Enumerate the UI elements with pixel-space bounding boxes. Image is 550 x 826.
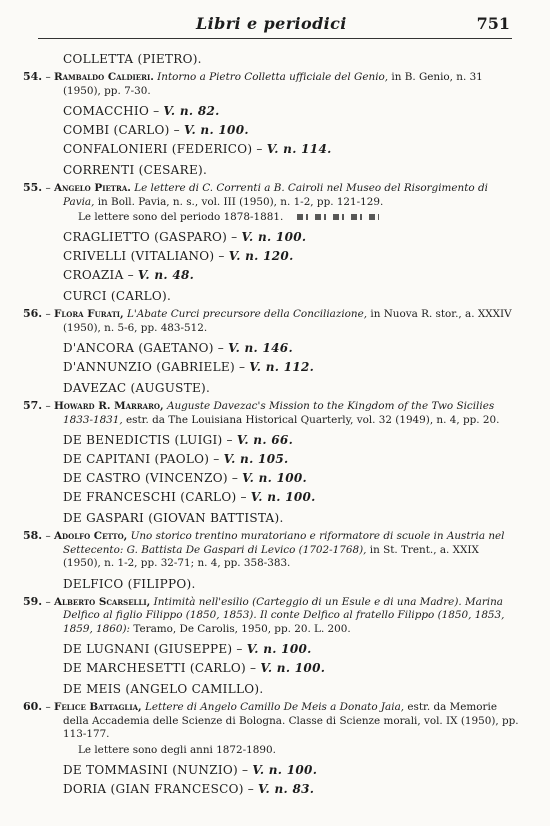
index-heading [0,162,550,178]
entry-author: Adolfo Cetto, [53,530,128,542]
entry-author: Felice Battaglia, [53,701,142,713]
cross-reference: V. n. 105. [223,452,289,466]
dash-separator: – [213,452,220,466]
cross-reference: V. n. 100. [250,490,316,504]
entry-publication: estr. da Memorie della Accademia delle Scienze di Bologna. Classe di Scienze morali, vol. IX (1950), pp. 113-177. [63,701,519,740]
entry-author: Angelo Pietra. [53,182,131,194]
header-rule [38,38,512,39]
dash-separator: – [231,230,238,244]
heading-name: CRIVELLI (VITALIANO) [63,249,215,263]
dash-separator: – [240,490,247,504]
index-heading [0,229,550,245]
entry-publication: in St. Trent., a. XXIX (1950), n. 1-2, pp. 32-71; n. 4, pp. 358-383. [63,543,479,569]
cross-reference: V. n. 146. [228,341,293,355]
dash-separator: – [250,661,257,675]
entry-dash: – [45,530,51,542]
index-heading [0,510,550,526]
dash-separator: – [238,360,246,374]
heading-name: DE LUGNANI (GIUSEPPE) [63,642,233,656]
entry-note [0,211,550,224]
entry-title: L'Abate Curci precursore della Conciliazione, [127,308,368,320]
entry-author: Alberto Scarselli, [53,595,151,608]
dash-separator: – [173,123,180,137]
dash-separator: – [242,762,249,777]
heading-name: COMBI (CARLO) [63,123,170,137]
entry-title: Uno storico trentino muratoriano e riformatore di scuole in Austria nel Settecento: G. Battista De Gaspari di Levico (1702-1768), [63,530,505,556]
entry-number: 55. [23,181,43,194]
cross-reference: V. n. 48. [137,268,195,282]
entry-author: Flora Furati, [53,308,124,320]
page-header [0,14,550,36]
heading-name: CORRENTI (CESARE). [63,163,208,177]
dash-separator: – [218,249,225,263]
dash-separator: – [236,642,243,656]
note-text: Le lettere sono degli anni 1872-1890. [78,743,276,756]
entry-dash: – [45,595,51,608]
dash-separator: – [247,781,255,796]
heading-name: DAVEZAC (AUGUSTE). [63,381,211,395]
cross-reference: V. n. 100. [246,642,312,656]
entry-publication: in B. Genio, n. 31 (1950), pp. 7-30. [63,71,483,97]
heading-name: DE FRANCESCHI (CARLO) [63,490,237,504]
entry-number: 58. [23,529,43,542]
heading-name: CONFALONIERI (FEDERICO) [63,142,253,156]
heading-name: CRAGLIETTO (GASPARO) [63,230,228,244]
heading-name: DE CASTRO (VINCENZO) [63,471,228,485]
entry-publication: estr. da The Louisiana Historical Quarterly, vol. 32 (1949), n. 4, pp. 20. [126,413,500,426]
entry-number: 59. [23,594,43,608]
index-heading [0,248,550,264]
cross-reference: V. n. 100. [260,661,326,675]
bibliography-entry [0,595,550,637]
heading-name: DE MARCHESETTI (CARLO) [63,661,247,675]
heading-name: DE MEIS (ANGELO CAMILLO). [63,682,264,696]
entry-publication: in Boll. Pavia, n. s., vol. III (1950), n. 1-2, pp. 121-129. [97,195,384,208]
index-heading [0,451,550,467]
cross-reference: V. n. 83. [258,781,315,796]
dash-separator: – [226,433,233,447]
note-text: Le lettere sono del periodo 1878-1881. [78,211,284,223]
bibliography-entry [0,181,550,209]
running-title: Libri e periodici [196,14,347,33]
heading-name: DE BENEDICTIS (LUIGI) [63,433,223,447]
page-number: 751 [476,14,510,33]
entry-number: 54. [23,70,43,83]
index-heading [0,359,550,375]
cross-reference: V. n. 100. [241,230,307,244]
cross-reference: V. n. 112. [249,360,315,374]
cross-reference: V. n. 114. [266,142,332,156]
heading-name: DE CAPITANI (PAOLO) [63,452,210,466]
bibliography-list [0,46,550,800]
dash-separator: – [256,142,263,156]
heading-name: CROAZIA [63,268,124,282]
entry-dash: – [45,308,51,320]
cross-reference: V. n. 120. [228,249,294,263]
index-heading [0,141,550,157]
cross-reference: V. n. 82. [163,104,220,118]
index-heading [0,103,550,119]
entry-publication: Teramo, De Carolis, 1950, pp. 20. L. 200. [133,622,351,635]
heading-name: DE TOMMASINI (NUNZIO) [63,762,238,777]
entry-title: Auguste Davezac's Mission to the Kingdom of the Two Sicilies 1833-1831, [63,400,495,426]
heading-name: COMACCHIO [63,104,150,118]
heading-name: DELFICO (FILIPPO). [63,576,196,591]
index-heading [0,641,550,657]
bibliography-entry [0,700,550,742]
index-heading [0,340,550,356]
heading-name: D'ANCORA (GAETANO) [63,341,214,355]
entry-author: Howard R. Marraro, [53,400,164,412]
index-heading [0,681,550,697]
dash-separator: – [153,104,160,118]
pen-mark [297,214,379,220]
cross-reference: V. n. 100. [242,471,308,485]
index-heading [0,576,550,592]
dash-separator: – [231,471,239,485]
entry-title: Intorno a Pietro Colletta ufficiale del Genio, [157,71,389,83]
index-heading [0,489,550,505]
cross-reference: V. n. 66. [236,433,294,447]
index-heading [0,470,550,486]
heading-name: COLLETTA (PIETRO). [63,52,202,66]
entry-dash: – [45,701,51,713]
entry-number: 56. [23,307,43,320]
heading-name: DE GASPARI (GIOVAN BATTISTA). [63,511,284,525]
cross-reference: V. n. 100. [183,123,249,137]
bibliography-entry [0,307,550,335]
heading-name: D'ANNUNZIO (GABRIELE) [63,360,235,374]
index-heading [0,762,550,778]
index-heading [0,660,550,676]
entry-dash: – [45,400,51,412]
entry-dash: – [45,182,51,194]
index-heading [0,781,550,797]
index-heading [0,122,550,138]
entry-author: Rambaldo Caldieri. [53,71,154,83]
entry-note [0,744,550,757]
index-heading [0,267,550,283]
entry-title: Lettere di Angelo Camillo De Meis a Donato Jaia, [145,701,405,713]
entry-publication: in Nuova R. stor., a. XXXIV (1950), n. 5-6, pp. 483-512. [63,308,512,334]
bibliography-entry [0,70,550,98]
heading-name: DORIA (GIAN FRANCESCO) [63,781,244,796]
heading-name: CURCI (CARLO). [63,289,172,303]
index-heading [0,288,550,304]
cross-reference: V. n. 100. [252,762,318,777]
entry-number: 57. [23,399,43,412]
index-heading [0,380,550,396]
entry-number: 60. [23,700,43,713]
entry-title: Intimità nell'esilio (Carteggio di un Esule e di una Madre). Marina Delfico al figlio Filippo (1850, 1853). Il conte Delfico al fratello Filippo (1850, 1853, 1859, 1860): [63,595,505,635]
index-heading [0,51,550,67]
dash-separator: – [127,268,134,282]
bibliography-entry [0,399,550,427]
entry-title: Le lettere di C. Correnti a B. Cairoli nel Museo del Risorgimento di Pavia, [63,182,488,208]
dash-separator: – [217,341,225,355]
entry-dash: – [45,71,51,83]
index-heading [0,432,550,448]
bibliography-entry [0,529,550,571]
